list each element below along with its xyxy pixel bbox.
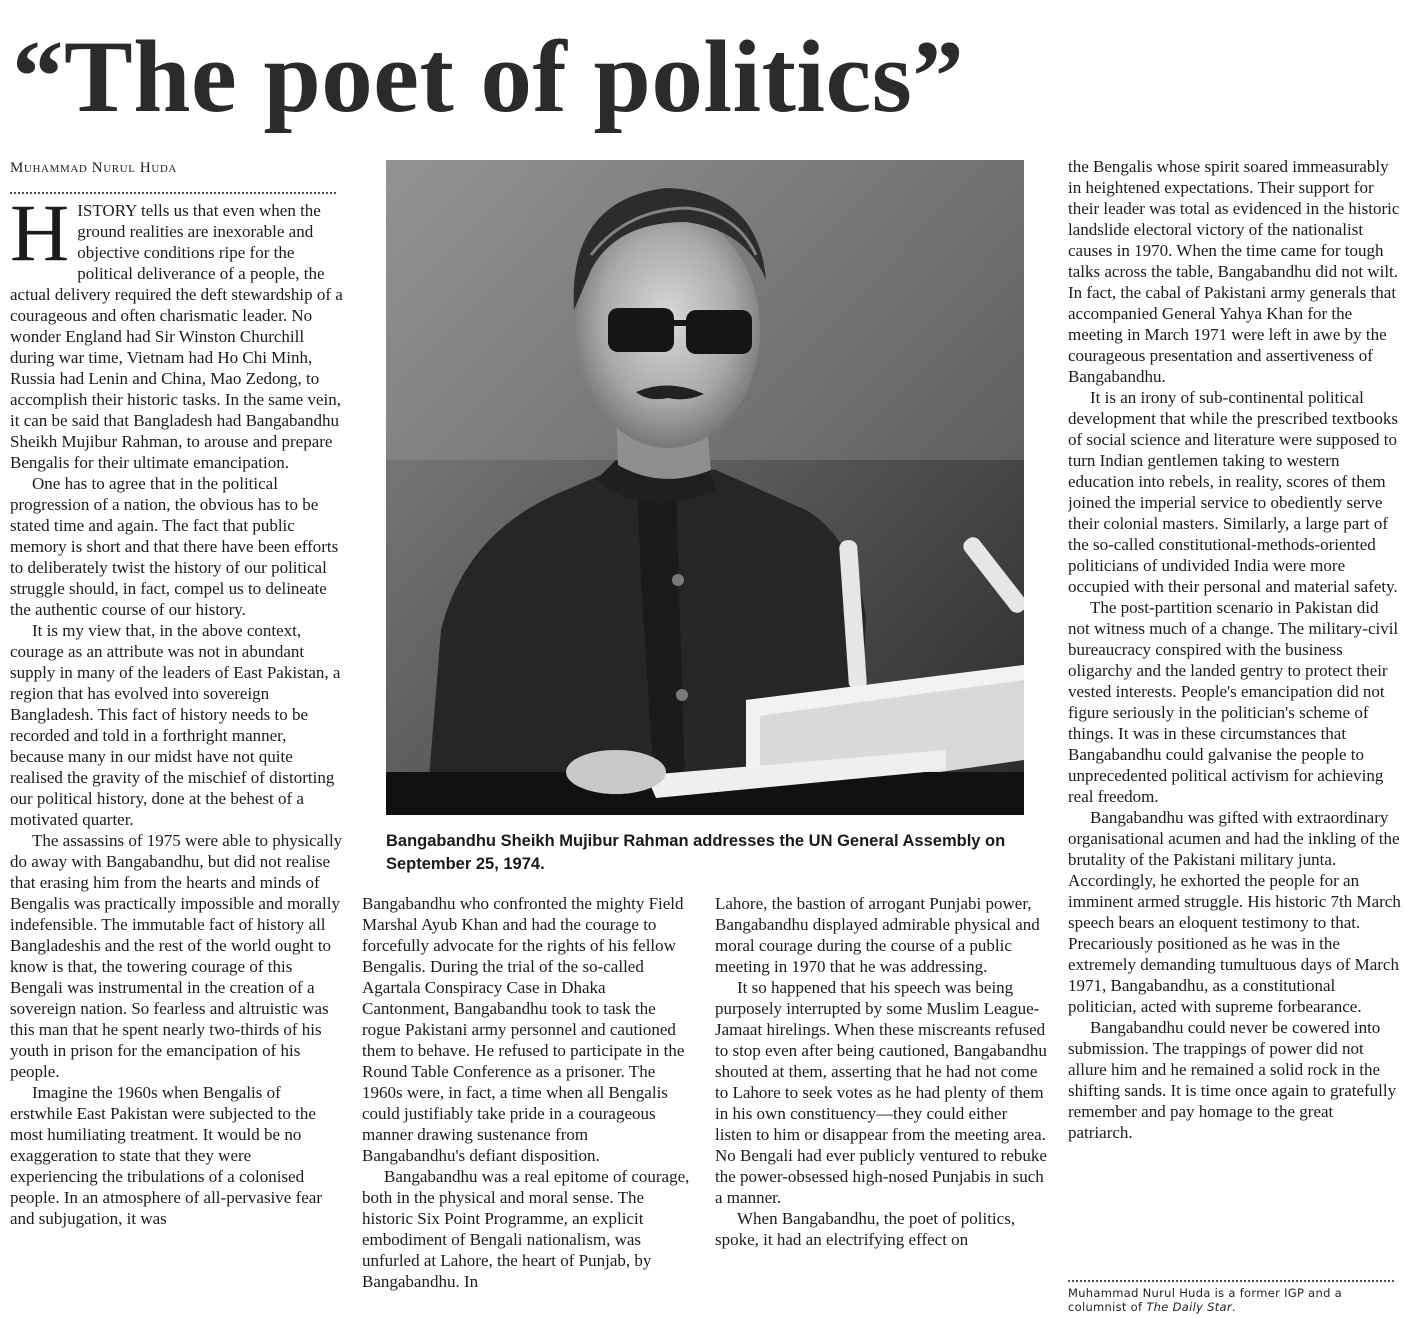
drop-cap: H <box>10 200 70 278</box>
article-headline: “The poet of politics” <box>12 20 965 134</box>
paragraph-6: Bangabandhu who confronted the mighty Field Marshal Ayub Khan and had the courage to forcefully advocate for the rights of his fellow Bengalis. During the trial of the so-called Agartala Conspiracy Case in Dhaka Cantonment, Bangabandhu took to task the rogue Pakistani army personnel and cautioned them to behave. He refused to participate in the Round Table Conference as a prisoner. The 1960s were, in fact, a time when all Bengalis could justifiably take pride in a courageous manner drawing sustenance from Bangabandhu's defiant disposition. <box>362 894 685 1165</box>
bio-divider <box>1068 1280 1394 1282</box>
paragraph-10: When Bangabandhu, the poet of politics, spoke, it had an electrifying effect on <box>715 1209 1016 1249</box>
paragraph-2: One has to agree that in the political progression of a nation, the obvious has to be stated time and again. The fact that public memory is short and that there have been efforts to deliberately twist the history of our political struggle should, in fact, compel us to delineate the authentic course of our history. <box>10 474 339 619</box>
paragraph-5: Imagine the 1960s when Bengalis of erstwhile East Pakistan were subjected to the most humiliating treatment. It would be no exaggeration to state that they were experiencing the tribulations of a colonised people. In an atmosphere of all-pervasive fear and subjugation, it was <box>10 1083 322 1228</box>
publication-name: The Daily Star <box>1146 1300 1232 1314</box>
paragraph-12: It is an irony of sub-continental political development that while the prescribed textbooks of social science and literature were supposed to turn Indian gentlemen taking to western education into rebels, in reality, scores of them joined the imperial service to obediently serve their colonial masters. Similarly, a large part of the so-called constitutional-methods-oriented politicians of undivided India were more occupied with their personal and material safety. <box>1068 388 1398 596</box>
paragraph-1 <box>10 200 343 473</box>
paragraph-11: the Bengalis whose spirit soared immeasurably in heightened expectations. Their support for their leader was total as evidenced in the historic landslide electoral victory of the nationalist causes in 1970. When the time came for tough talks across the table, Bangabandhu did not wilt. In fact, the cabal of Pakistani army generals that accompanied General Yahya Khan for the meeting in March 1971 were left in awe by the courageous presentation and assertiveness of Bangabandhu. <box>1068 157 1400 386</box>
photo-caption: Bangabandhu Sheikh Mujibur Rahman addresses the UN General Assembly on September 25, 1974. <box>386 832 1006 873</box>
paragraph-9: It so happened that his speech was being purposely interrupted by some Muslim League-Jamaat hirelings. When these miscreants refused to stop even after being cautioned, Bangabandhu shouted at them, asserting that he had not come to Lahore to seek votes as he had plenty of them in his own constituency—they could either listen to him or disappear from the meeting area. No Bengali had ever publicly ventured to rebuke the power-obsessed high-nosed Punjabis in such a manner. <box>715 978 1047 1207</box>
paragraph-14: Bangabandhu was gifted with extraordinary organisational acumen and had the inkling of the brutality of the Pakistani military junta. Accordingly, he exhorted the people for an imminent armed struggle. His historic 7th March speech bears an eloquent testimony to that. Precariously positioned as he was in the extremely demanding tumultuous days of March 1971, Bangabandhu, as a constitutional politician, acted with supreme forbearance. <box>1068 808 1401 1016</box>
article-photo <box>386 160 1024 815</box>
paragraph-4: The assassins of 1975 were able to physically do away with Bangabandhu, but did not realise that erasing him from the hearts and minds of Bengalis was practically impossible and morally indefensible. The immutable fact of history all Bangladeshis and the rest of the world ought to know is that, the towering courage of this Bengali was instrumental in the creation of a sovereign nation. So fearless and altruistic was this man that he spent nearly two-thirds of his youth in prison for the emancipation of his people. <box>10 831 343 1081</box>
paragraph-8: Lahore, the bastion of arrogant Punjabi power, Bangabandhu displayed admirable physical and moral courage during the course of a public meeting in 1970 that he was addressing. <box>715 894 1040 976</box>
paragraph-3: It is my view that, in the above context, courage as an attribute was not in abundant supply in many of the leaders of East Pakistan, a region that has evolved into sovereign Bangladesh. This fact of history needs to be recorded and told in a forthright manner, because many in our midst have not quite realised the gravity of the mischief of distorting our political history, done at the behest of a motivated quarter. <box>10 621 341 829</box>
author-bio-end: . <box>1231 1300 1236 1314</box>
paragraph-13: The post-partition scenario in Pakistan did not witness much of a change. The military-civil bureaucracy conspired with the business oligarchy and the landed gentry to protect their vested interests. People's emancipation did not figure seriously in the politician's scheme of things. It was in these circumstances that Bangabandhu could galvanise the people to unprecedented political activism for achieving real freedom. <box>1068 598 1399 806</box>
article-column-4 <box>1068 156 1401 1274</box>
byline: Muhammad Nurul Huda <box>10 160 177 176</box>
author-bio-text: Muhammad Nurul Huda is a former IGP and a columnist of <box>1068 1286 1342 1314</box>
paragraph-7: Bangabandhu was a real epitome of courage, both in the physical and moral sense. The historic Six Point Programme, an explicit embodiment of Bengali nationalism, was unfurled at Lahore, the heart of Punjab, by Bangabandhu. In <box>362 1167 690 1291</box>
paragraph-1-text: ISTORY tells us that even when the ground realities are inexorable and objective conditions ripe for the political deliverance of a people, the actual delivery required the deft stewardship of a courageous and often charismatic leader. No wonder England had Sir Winston Churchill during war time, Vietnam had Ho Chi Minh, Russia had Lenin and China, Mao Zedong, to accomplish their historic tasks. In the same vein, it can be said that Bangladesh had Bangabandhu Sheikh Mujibur Rahman, to arouse and prepare Bengalis for their ultimate emancipation. <box>10 201 343 472</box>
article-column-1 <box>10 200 343 1318</box>
byline-divider <box>10 192 336 194</box>
article-column-2 <box>362 893 694 1318</box>
article-column-3 <box>715 893 1047 1318</box>
paragraph-15: Bangabandhu could never be cowered into submission. The trappings of power did not allure him and he remained a solid rock in the shifting sands. It is time once again to gratefully remember and pay homage to the great patriarch. <box>1068 1018 1397 1142</box>
author-bio <box>1068 1286 1398 1314</box>
photo-illustration <box>386 160 1024 815</box>
